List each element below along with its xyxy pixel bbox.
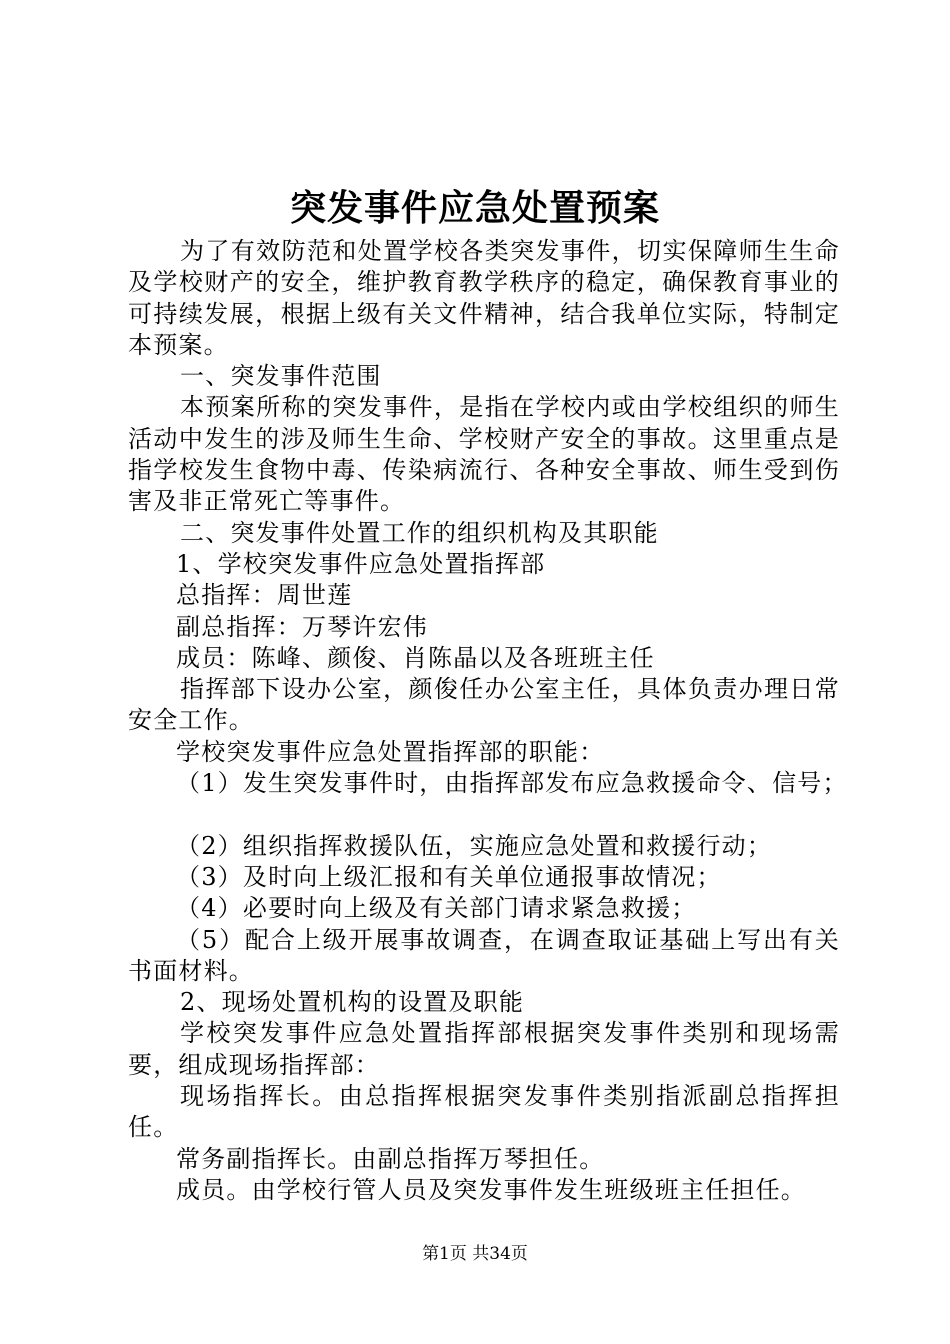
section-heading-scope: 一、突发事件范围 [180, 362, 382, 391]
functions-heading: 学校突发事件应急处置指挥部的职能： [176, 737, 605, 766]
intro-paragraph: 为了有效防范和处置学校各类突发事件，切实保障师生生命及学校财产的安全，维护教育教学秩序的稳定，确保教育事业的可持续发展，根据上级有关文件精神，结合我单位实际，特制定本预案。 [128, 237, 840, 359]
members-line: 成员：陈峰、颜俊、肖陈晶以及各班班主任 [176, 643, 655, 672]
function-item-2: （2）组织指挥救援队伍，实施应急处置和救援行动； [176, 831, 773, 860]
document-title: 突发事件应急处置预案 [289, 187, 660, 229]
subsection-heading-onsite: 2、现场处置机构的设置及职能 [180, 988, 525, 1017]
page-indicator: 第1页 共34页 [422, 1244, 528, 1264]
blank-line [128, 799, 840, 830]
deputy-commander-line: 副总指挥：万琴许宏伟 [176, 612, 428, 641]
commander-line: 总指挥：周世莲 [176, 581, 353, 610]
onsite-commander-paragraph: 现场指挥长。由总指挥根据突发事件类别指派副总指挥担任。 [128, 1082, 840, 1142]
function-item-1: （1）发生突发事件时，由指挥部发布应急救援命令、信号； [176, 769, 848, 798]
document-body [128, 236, 848, 1206]
section-heading-organization: 二、突发事件处置工作的组织机构及其职能 [180, 518, 659, 547]
scope-paragraph: 本预案所称的突发事件，是指在学校内或由学校组织的师生活动中发生的涉及师生生命、学校财产安全的事故。这里重点是指学校发生食物中毒、传染病流行、各种安全事故、师生受到伤害及非正常死亡等事件。 [128, 393, 840, 516]
onsite-members-line: 成员。由学校行管人员及突发事件发生班级班主任担任。 [176, 1175, 806, 1204]
onsite-paragraph: 学校突发事件应急处置指挥部根据突发事件类别和现场需要，组成现场指挥部： [128, 1019, 840, 1079]
function-item-3: （3）及时向上级汇报和有关单位通报事故情况； [176, 862, 722, 891]
function-item-4: （4）必要时向上级及有关部门请求紧急救援； [176, 894, 697, 923]
office-paragraph: 指挥部下设办公室，颜俊任办公室主任，具体负责办理日常安全工作。 [128, 675, 840, 735]
function-item-5: （5）配合上级开展事故调查，在调查取证基础上写出有关书面材料。 [128, 925, 840, 985]
executive-deputy-line: 常务副指挥长。由副总指挥万琴担任。 [176, 1144, 605, 1173]
subsection-heading-command: 1、学校突发事件应急处置指挥部 [176, 549, 546, 578]
